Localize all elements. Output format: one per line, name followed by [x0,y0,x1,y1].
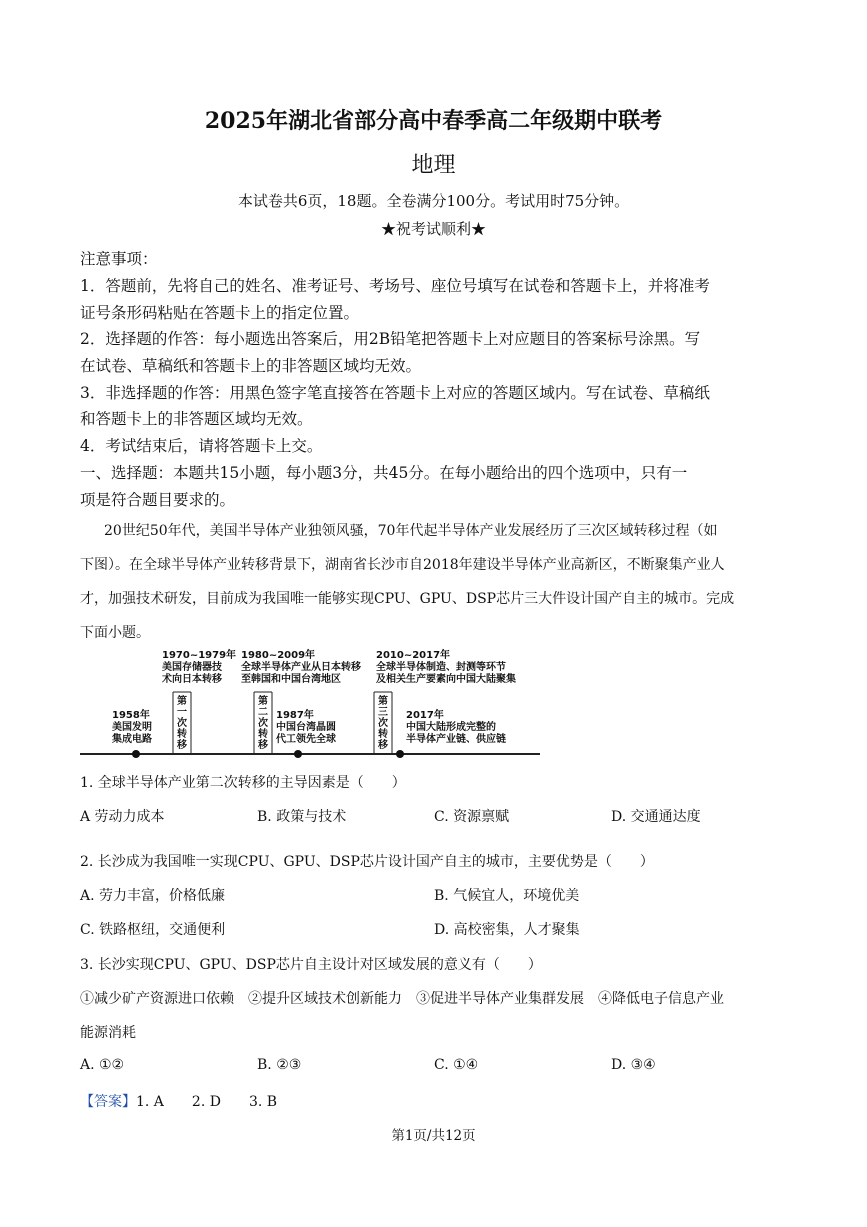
stage-3-char-2: 三 [378,707,388,718]
stage-3-char-4: 转 [378,729,388,740]
notice-item-1-line-1: 1．答题前，先将自己的姓名、准考证号、考场号、座位号填写在试卷和答题卡上，并将准考 [80,277,710,295]
timeline-top-1 [162,650,236,686]
q2-option-b: B. 气候宜人，环境优美 [434,888,580,904]
q1-option-c: C. 资源禀赋 [434,809,510,825]
q3-statements-line-2: 能源消耗 [80,1025,136,1041]
timeline-bottom-1-line-2: 美国发明 [112,722,152,733]
timeline-top-2-line-1: 1980~2009年 [241,650,316,661]
q1-stem: 1. 全球半导体产业第二次转移的主导因素是（ ） [80,775,406,791]
q3-option-a: A. ①② [80,1057,125,1073]
stage-3-label [377,696,389,751]
answer-items: 1. A 2. D 3. B [136,1094,278,1110]
subject-title: 地理 [411,153,456,178]
timeline-top-3-line-3: 及相关生产要素向中国大陆聚集 [376,674,516,685]
notice-item-4: 4．考试结束后，请将答题卡上交。 [80,437,323,455]
stage-3-char-3: 次 [378,718,388,729]
timeline-bottom-1-line-3: 集成电路 [112,734,152,745]
q2-option-a: A. 劳力丰富，价格低廉 [80,888,226,904]
timeline-bottom-3-line-2: 中国大陆形成完整的 [406,722,496,733]
stage-1-char-4: 转 [177,729,187,740]
timeline-top-3-line-1: 2010~2017年 [376,650,451,661]
exam-wish: ★祝考试顺利★ [380,220,486,238]
stage-2-char-5: 移 [258,740,268,751]
stage-1-char-5: 移 [177,740,187,751]
notice-item-1-line-2: 证号条形码粘贴在答题卡上的指定位置。 [80,304,360,322]
timeline-bottom-2 [276,710,336,746]
passage-line-1: 20世纪50年代，美国半导体产业独领风骚，70年代起半导体产业发展经历了三次区域转移过程（如 [104,523,718,539]
timeline-bottom-1 [112,710,152,746]
q3-option-c: C. ①④ [434,1057,479,1073]
answer-line [80,1091,277,1111]
q2-stem: 2. 长沙成为我国唯一实现CPU、GPU、DSP芯片设计国产自主的城市，主要优势是（ ） [80,854,654,870]
stage-3-char-1: 第 [378,696,388,707]
timeline-top-1-line-2: 美国存储器技 [162,662,222,673]
timeline-top-2-line-3: 至韩国和中国台湾地区 [241,674,341,685]
notice-item-3-line-2: 和答题卡上的非答题区域均无效。 [80,410,313,428]
timeline-bottom-2-line-3: 代工领先全球 [276,734,336,745]
q2-option-d: D. 高校密集，人才聚集 [434,922,580,938]
q2-option-c: C. 铁路枢纽，交通便利 [80,922,226,938]
exam-info: 本试卷共6页，18题。全卷满分100分。考试用时75分钟。 [237,192,630,210]
timeline-bottom-2-line-1: 1987年 [276,710,314,721]
timeline-top-2-line-2: 全球半导体产业从日本转移 [241,662,361,673]
page-footer: 第1页/共12页 [391,1128,476,1144]
stage-2-char-2: 二 [258,707,268,718]
q1-option-a: A 劳动力成本 [80,809,165,825]
timeline-top-1-line-3: 术向日本转移 [162,674,222,685]
timeline-top-3 [376,650,516,686]
stage-1-char-1: 第 [177,696,187,707]
timeline-top-1-line-1: 1970~1979年 [162,650,237,661]
timeline-bottom-3-line-3: 半导体产业链、供应链 [406,734,506,745]
q3-option-b: B. ②③ [257,1057,302,1073]
section-1-line-1: 一、选择题：本题共15小题，每小题3分，共45分。在每小题给出的四个选项中，只有一 [80,464,688,482]
notice-item-3-line-1: 3．非选择题的作答：用黑色签字笔直接答在答题卡上对应的答题区域内。写在试卷、草稿纸 [80,384,710,402]
timeline-point-1987 [294,750,302,758]
stage-1-label [176,696,188,751]
timeline-top-3-line-2: 全球半导体制造、封测等环节 [376,662,506,673]
q1-option-d: D. 交通通达度 [611,809,701,825]
timeline-bottom-3 [406,710,506,746]
q3-statements-line-1: ①减少矿产资源进口依赖 ②提升区域技术创新能力 ③促进半导体产业集群发展 ④降低电子信息产业 [80,991,724,1007]
stage-2-char-3: 次 [258,718,268,729]
timeline-bottom-1-line-1: 1958年 [112,710,150,721]
timeline-figure [80,648,540,760]
passage-line-2: 下图）。在全球半导体产业转移背景下，湖南省长沙市自2018年建设半导体产业高新区，不断聚集产业人 [80,557,725,573]
timeline-point-1958 [132,750,140,758]
q3-stem: 3. 长沙实现CPU、GPU、DSP芯片自主设计对区域发展的意义有（ ） [80,957,542,973]
q1-option-b: B. 政策与技术 [257,809,347,825]
timeline-bottom-2-line-2: 中国台湾晶圆 [276,722,336,733]
notice-item-2-line-1: 2．选择题的作答：每小题选出答案后，用2B铅笔把答题卡上对应题目的答案标号涂黑。写 [80,330,701,348]
notice-heading: 注意事项： [80,250,158,268]
passage-line-4: 下面小题。 [80,625,150,641]
stage-1-char-3: 次 [177,718,187,729]
stage-1-char-2: 一 [177,707,187,718]
notice-item-2-line-2: 在试卷、草稿纸和答题卡上的非答题区域均无效。 [80,357,422,375]
timeline-point-2017 [396,750,404,758]
section-1-line-2: 项是符合题目要求的。 [80,491,236,509]
exam-title: 2025年湖北省部分高中春季高二年级期中联考 [204,108,663,134]
passage-line-3: 才，加强技术研发，目前成为我国唯一能够实现CPU、GPU、DSP芯片三大件设计国产自主的城市。完成 [80,591,735,607]
timeline-bottom-3-line-1: 2017年 [406,710,444,721]
stage-2-char-1: 第 [258,696,268,707]
timeline-top-2 [241,650,361,686]
stage-2-label [257,696,269,751]
q3-option-d: D. ③④ [611,1057,656,1073]
stage-2-char-4: 转 [258,729,268,740]
answer-tag: 【答案】 [80,1094,136,1110]
stage-3-char-5: 移 [378,740,388,751]
